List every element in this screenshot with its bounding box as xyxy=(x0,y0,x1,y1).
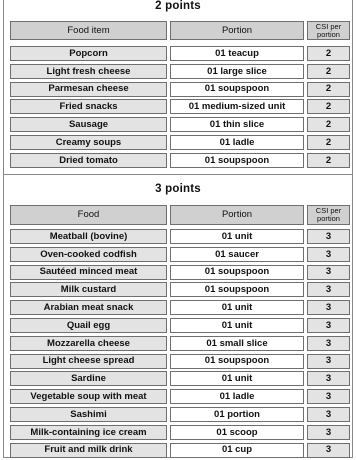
csi-value-cell: 3 xyxy=(307,425,350,440)
csi-value-cell: 3 xyxy=(307,443,350,458)
food-name-cell: Sashimi xyxy=(10,407,167,422)
portion-cell: 01 soupspoon xyxy=(170,354,304,369)
portion-cell: 01 unit xyxy=(170,300,304,315)
portion-cell: 01 soupspoon xyxy=(170,282,304,297)
csi-value-cell: 3 xyxy=(307,229,350,244)
portion-cell: 01 unit xyxy=(170,318,304,333)
portion-cell: 01 scoop xyxy=(170,425,304,440)
food-name-cell: Mozzarella cheese xyxy=(10,336,167,351)
csi-value-cell: 2 xyxy=(307,135,350,150)
header-csi-per-portion: CSI per portion xyxy=(307,21,350,40)
food-name-cell: Arabian meat snack xyxy=(10,300,167,315)
food-name-cell: Sardine xyxy=(10,371,167,386)
csi-value-cell: 3 xyxy=(307,300,350,315)
csi-value-cell: 2 xyxy=(307,153,350,168)
csi-value-cell: 3 xyxy=(307,389,350,404)
csi-value-cell: 3 xyxy=(307,265,350,280)
food-name-cell: Parmesan cheese xyxy=(10,82,167,97)
food-name-cell: Quail egg xyxy=(10,318,167,333)
portion-cell: 01 soupspoon xyxy=(170,82,304,97)
portion-cell: 01 thin slice xyxy=(170,117,304,132)
portion-cell: 01 saucer xyxy=(170,247,304,262)
portion-cell: 01 ladle xyxy=(170,389,304,404)
csi-value-cell: 2 xyxy=(307,46,350,61)
portion-cell: 01 ladle xyxy=(170,135,304,150)
csi-value-cell: 3 xyxy=(307,407,350,422)
portion-cell: 01 unit xyxy=(170,229,304,244)
header-portion: Portion xyxy=(170,205,304,225)
csi-value-cell: 2 xyxy=(307,99,350,114)
portion-cell: 01 medium-sized unit xyxy=(170,99,304,114)
food-name-cell: Vegetable soup with meat xyxy=(10,389,167,404)
food-name-cell: Sautéed minced meat xyxy=(10,265,167,280)
section-divider xyxy=(3,174,353,175)
portion-cell: 01 unit xyxy=(170,371,304,386)
food-name-cell: Light cheese spread xyxy=(10,354,167,369)
food-name-cell: Dried tomato xyxy=(10,153,167,168)
portion-cell: 01 small slice xyxy=(170,336,304,351)
csi-value-cell: 3 xyxy=(307,336,350,351)
portion-cell: 01 teacup xyxy=(170,46,304,61)
food-name-cell: Fried snacks xyxy=(10,99,167,114)
csi-value-cell: 3 xyxy=(307,318,350,333)
csi-value-cell: 3 xyxy=(307,282,350,297)
csi-value-cell: 2 xyxy=(307,64,350,79)
csi-value-cell: 2 xyxy=(307,117,350,132)
portion-cell: 01 cup xyxy=(170,443,304,458)
csi-value-cell: 3 xyxy=(307,371,350,386)
food-name-cell: Milk-containing ice cream xyxy=(10,425,167,440)
food-name-cell: Oven-cooked codfish xyxy=(10,247,167,262)
food-name-cell: Milk custard xyxy=(10,282,167,297)
food-name-cell: Creamy soups xyxy=(10,135,167,150)
food-name-cell: Fruit and milk drink xyxy=(10,443,167,458)
header-csi-per-portion: CSI per portion xyxy=(307,205,350,225)
csi-value-cell: 2 xyxy=(307,82,350,97)
header-food: Food xyxy=(10,205,167,225)
table-header-3-points xyxy=(10,205,350,225)
csi-value-cell: 3 xyxy=(307,354,350,369)
portion-cell: 01 soupspoon xyxy=(170,153,304,168)
food-name-cell: Sausage xyxy=(10,117,167,132)
table-header-2-points xyxy=(10,21,350,40)
portion-cell: 01 portion xyxy=(170,407,304,422)
section-title-3-points: 3 points xyxy=(155,183,201,195)
food-name-cell: Light fresh cheese xyxy=(10,64,167,79)
csi-value-cell: 3 xyxy=(307,247,350,262)
header-food-item: Food item xyxy=(10,21,167,40)
food-name-cell: Popcorn xyxy=(10,46,167,61)
header-portion: Portion xyxy=(170,21,304,40)
section-title-2-points: 2 points xyxy=(155,0,201,12)
portion-cell: 01 large slice xyxy=(170,64,304,79)
portion-cell: 01 soupspoon xyxy=(170,265,304,280)
food-name-cell: Meatball (bovine) xyxy=(10,229,167,244)
